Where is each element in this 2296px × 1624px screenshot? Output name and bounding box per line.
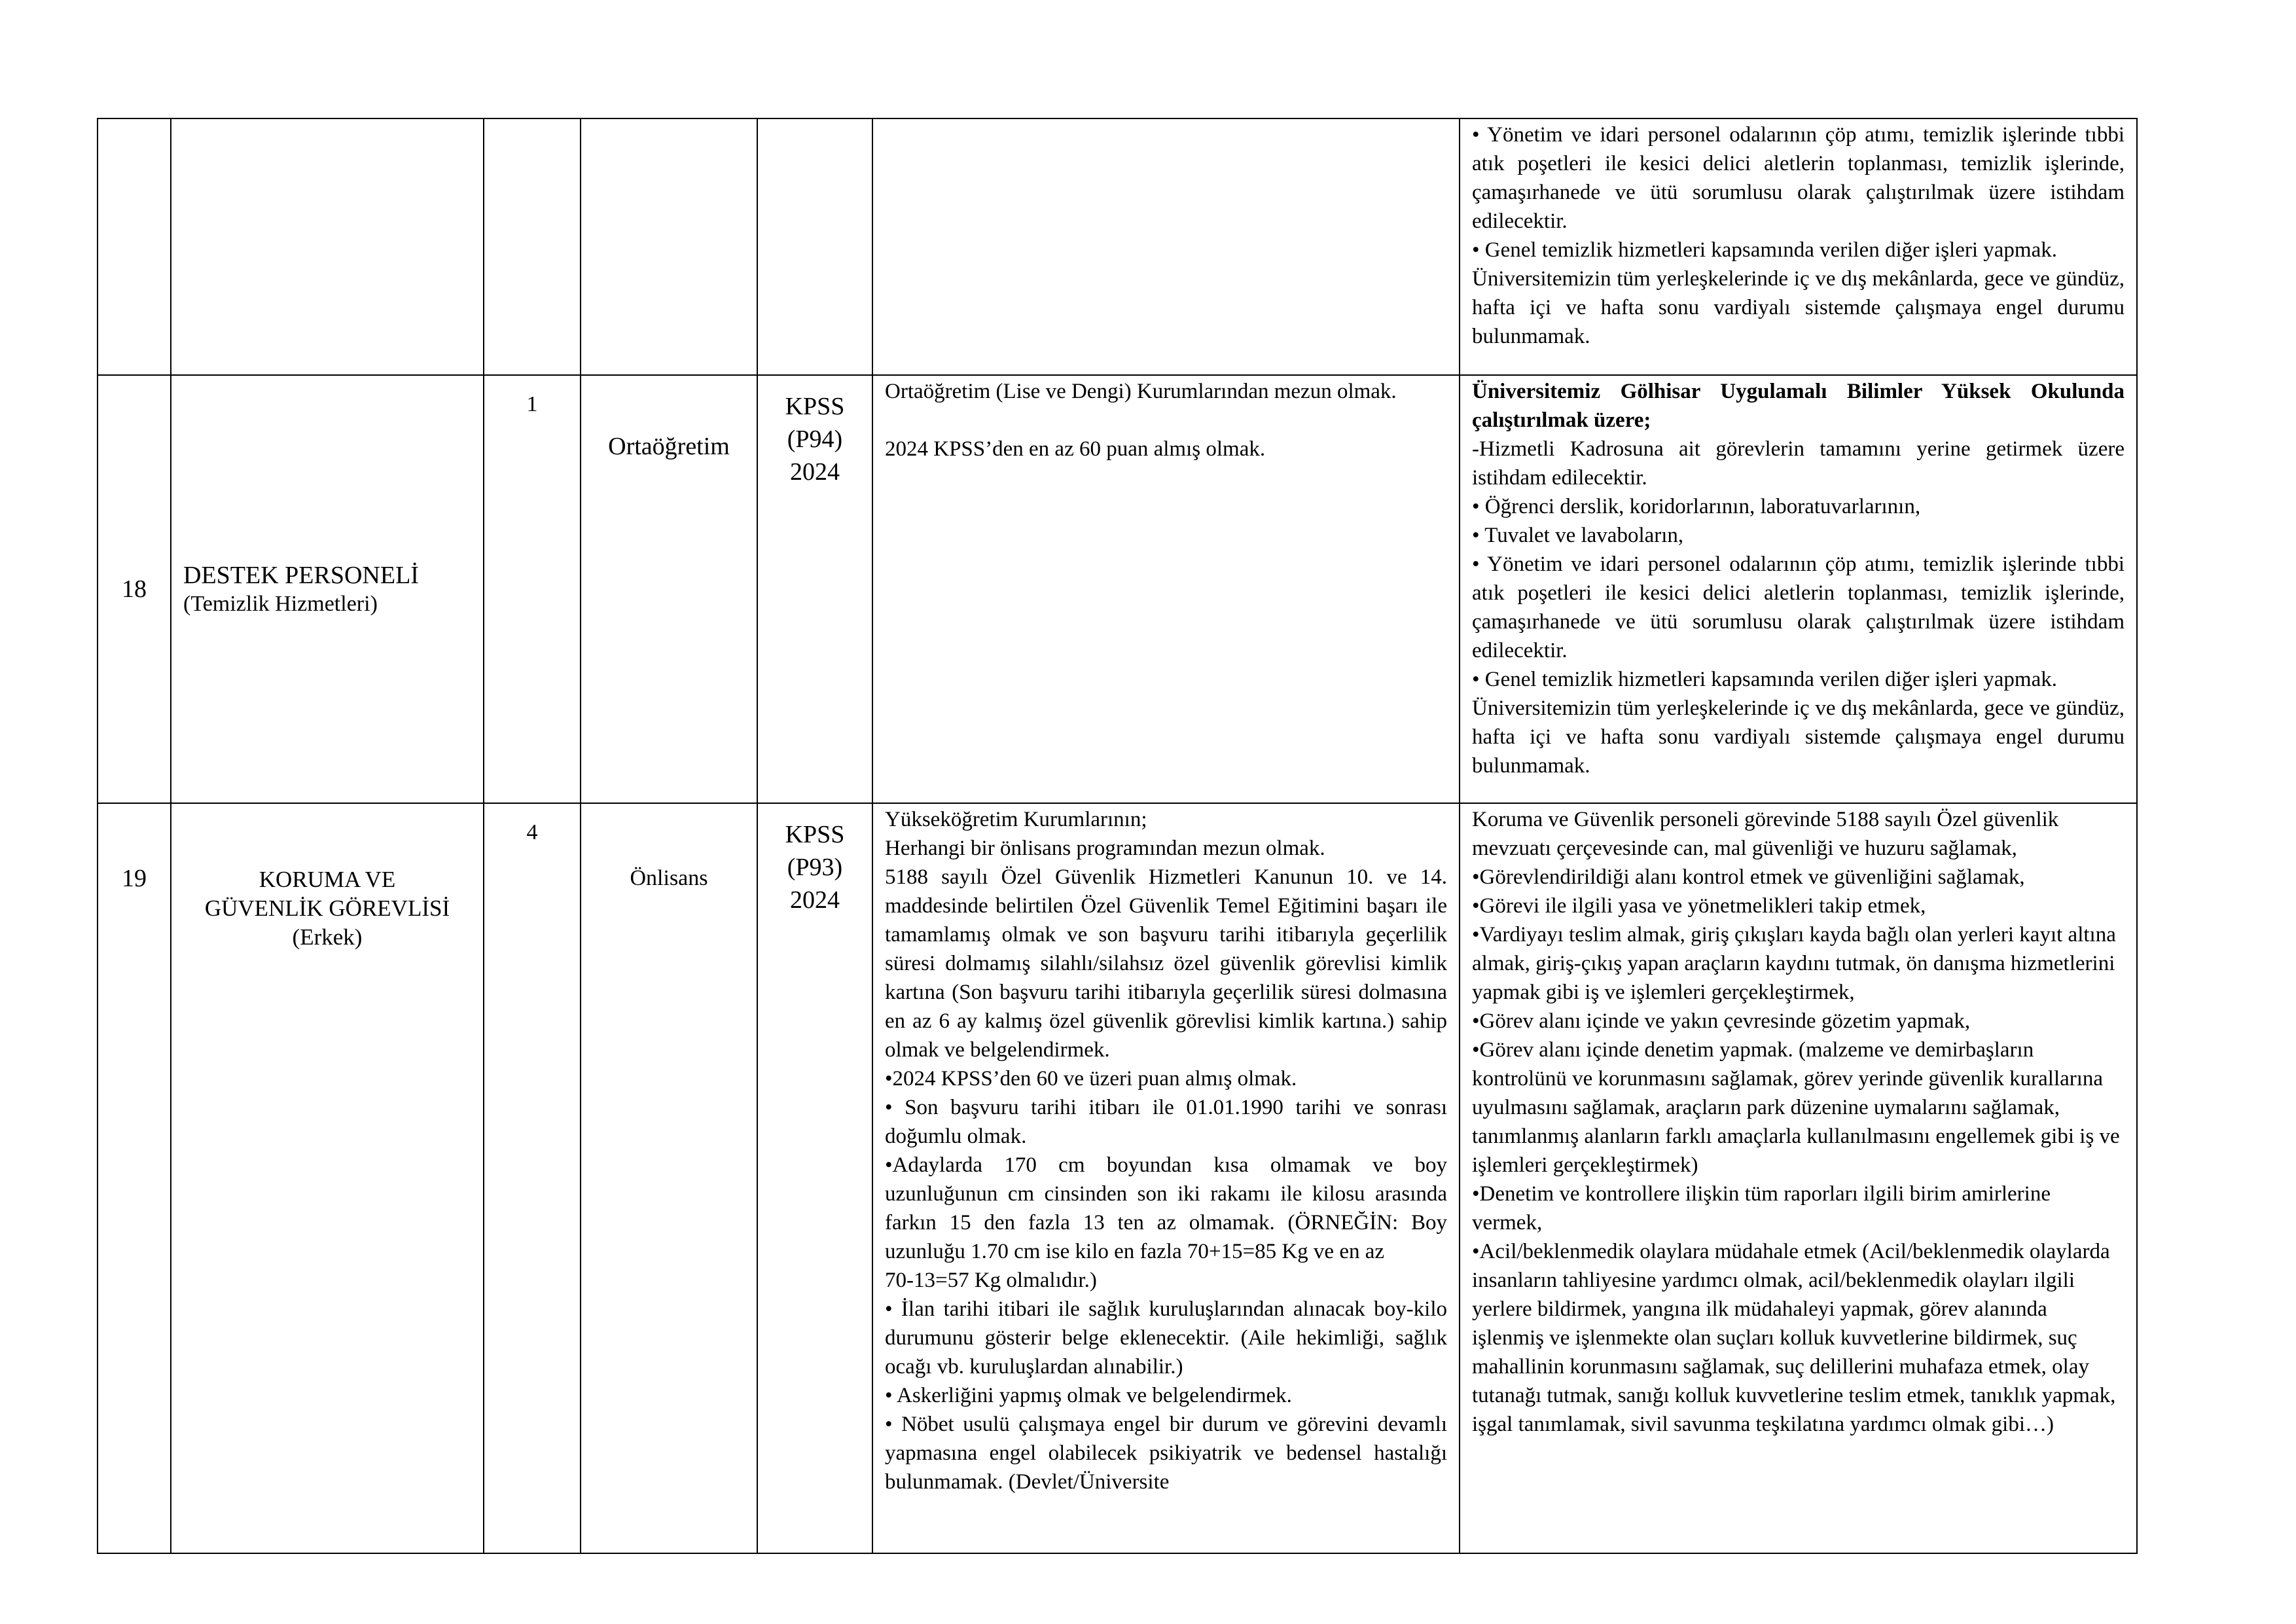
table-row-continuation	[98, 118, 2137, 375]
position-title-cell	[171, 375, 484, 803]
duties-cell	[1460, 803, 2137, 1553]
row-number: 19	[98, 803, 171, 1553]
duty-item: Üniversitemizin tüm yerleşkelerinde iç ve dış mekânlarda, gece ve gündüz, hafta içi ve hafta sonu vardiyalı sistemde çalışmaya engel durumu bulunmamak.	[1472, 696, 2125, 778]
duty-item: • Yönetim ve idari personel odalarının çöp atımı, temizlik işlerinde tıbbi atık poşetleri ile kesici delici aletlerin toplanması, temizlik işlerinde, çamaşırhanede ve ütü sorumlusu olarak çalıştırılmak üzere istihdam edilecektir.	[1472, 552, 2125, 662]
position-title-line: KORUMA VE	[259, 867, 396, 892]
row-number: 18	[98, 375, 171, 803]
requirements-cell	[872, 375, 1460, 803]
kpss-year: 2024	[790, 886, 840, 914]
requirement-item: 5188 sayılı Özel Güvenlik Hizmetleri Kanunun 10. ve 14. maddesinde belirtilen Özel Güvenlik Temel Eğitimini başarı ile tamamlamış olmak ve son başvuru tarihi itibarıyla geçerlilik süresi dolmamış silahlı/silahsız özel güvenlik görevlisi kimlik kartına (Son başvuru tarihi itibarıyla geçerlilik süresi dolmasına en az 6 ay kalmış özel güvenlik görevlisi kimlik kartına.) sahip olmak ve belgelendirmek.	[885, 865, 1447, 1062]
requirement-item: • Son başvuru tarihi itibarı ile 01.01.1990 tarihi ve sonrası doğumlu olmak.	[885, 1096, 1447, 1148]
duty-item: Üniversitemizin tüm yerleşkelerinde iç ve dış mekânlarda, gece ve gündüz, hafta içi ve hafta sonu vardiyalı sistemde çalışmaya engel durumu bulunmamak.	[1472, 267, 2125, 348]
requirement-item: Yükseköğretim Kurumlarının;	[885, 808, 1147, 831]
kpss-label: KPSS	[785, 821, 845, 848]
kpss-type-cell	[757, 375, 872, 803]
row-number-cell	[98, 118, 171, 375]
requirement-item: Herhangi bir önlisans programından mezun olmak.	[885, 837, 1325, 860]
requirement-item: • Askerliğini yapmış olmak ve belgelendirmek.	[885, 1384, 1292, 1407]
position-title-cell	[171, 803, 484, 1553]
position-count: 1	[484, 375, 581, 803]
table-row-19	[98, 803, 2137, 1553]
requirement-item: • Nöbet usulü çalışmaya engel bir durum ve görevini devamlı yapmasına engel olabilecek psikiyatrik ve bedensel hastalığı bulunmamak. (Devlet/Üniversite	[885, 1413, 1447, 1494]
duties-cell	[1460, 118, 2137, 375]
duty-item: •Görev alanı içinde denetim yapmak. (malzeme ve demirbaşların kontrolünü ve korunmasını sağlamak, görev yerinde güvenlik kurallarına uyulmasını sağlamak, araçların park düzenine uymalarını sağlamak, tanımlanmış alanların farklı amaçlarla kullanılmasını engellemek gibi iş ve işlemleri gerçekleştirmek)	[1472, 1038, 2120, 1177]
requirement-item: •2024 KPSS’den 60 ve üzeri puan almış olmak.	[885, 1067, 1297, 1091]
position-title: DESTEK PERSONELİ	[183, 562, 419, 589]
duty-item: •Görev alanı içinde ve yakın çevresinde gözetim yapmak,	[1472, 1009, 1971, 1033]
duty-item: •Vardiyayı teslim almak, giriş çıkışları kayda bağlı olan yerleri kayıt altına almak, giriş-çıkış yapan araçların kaydını tutmak, ön danışma hizmetlerini yapmak gibi iş ve işlemleri gerçekleştirmek,	[1472, 923, 2116, 1004]
position-count-cell	[484, 118, 581, 375]
duty-item: •Acil/beklenmedik olaylara müdahale etmek (Acil/beklenmedik olaylarda insanların tahliyesine yardımcı olmak, acil/beklenmedik olayları ilgili yerlere bildirmek, yangına ilk müdahaleyi yapmak, görev alanında işlenmiş ve işlenmekte olan suçları kolluk kuvvetlerine bildirmek, suç mahallinin korunmasını sağlamak, suç delillerini muhafaza etmek, olay tutanağı tutmak, sanığı kolluk kuvvetlerine teslim etmek, tanıklık yapmak, işgal tanımlamak, sivil savunma teşkilatına yardımcı olmak gibi…)	[1472, 1240, 2116, 1436]
duty-item: • Yönetim ve idari personel odalarının çöp atımı, temizlik işlerinde tıbbi atık poşetleri ile kesici delici aletlerin toplanması, temizlik işlerinde, çamaşırhanede ve ütü sorumlusu olarak çalıştırılmak üzere istihdam edilecektir.	[1472, 123, 2125, 233]
requirements-cell	[872, 118, 1460, 375]
document-page	[97, 118, 2136, 1554]
requirement-item: •Adaylarda 170 cm boyundan kısa olmamak ve boy uzunluğunun cm cinsinden son iki rakamı ile kilosu arasında farkın 15 den fazla 13 ten az olmamak. (ÖRNEĞİN: Boy uzunluğu 1.70 cm ise kilo en fazla 70+15=85 Kg ve en az	[885, 1153, 1447, 1263]
position-title-line: GÜVENLİK GÖREVLİSİ	[204, 895, 450, 921]
kpss-label: KPSS	[785, 393, 845, 420]
position-count: 4	[484, 803, 581, 1553]
kpss-type-cell	[757, 803, 872, 1553]
kpss-code: (P93)	[787, 854, 843, 881]
position-title-cell	[171, 118, 484, 375]
duty-item: • Genel temizlik hizmetleri kapsamında verilen diğer işleri yapmak.	[1472, 238, 2057, 262]
kpss-type-cell	[757, 118, 872, 375]
requirement-item: • İlan tarihi itibari ile sağlık kuruluşlarından alınacak boy-kilo durumunu gösterir belge eklenecektir. (Aile hekimliği, sağlık ocağı vb. kuruluşlardan alınabilir.)	[885, 1297, 1447, 1379]
duty-item: Koruma ve Güvenlik personeli görevinde 5188 sayılı Özel güvenlik mevzuatı çerçevesinde can, mal güvenliği ve huzuru sağlamak,	[1472, 808, 2059, 860]
position-subtitle: (Temizlik Hizmetleri)	[183, 592, 378, 616]
requirement-item: 2024 KPSS’den en az 60 puan almış olmak.	[885, 437, 1266, 461]
requirements-cell	[872, 803, 1460, 1553]
position-title-line: (Erkek)	[292, 924, 363, 950]
duty-item: •Denetim ve kontrollere ilişkin tüm raporları ilgili birim amirlerine vermek,	[1472, 1182, 2051, 1235]
education-level: Ortaöğretim	[581, 375, 757, 803]
duty-item: •Görevlendirildiği alanı kontrol etmek ve güvenliğini sağlamak,	[1472, 865, 2025, 889]
requirement-item: Ortaöğretim (Lise ve Dengi) Kurumlarından mezun olmak.	[885, 380, 1397, 403]
kpss-code: (P94)	[787, 425, 843, 453]
requirement-item: 70-13=57 Kg olmalıdır.)	[885, 1269, 1097, 1292]
staff-positions-table	[97, 118, 2138, 1554]
duties-heading: Üniversitemiz Gölhisar Uygulamalı Bilimler Yüksek Okulunda çalıştırılmak üzere;	[1472, 380, 2125, 432]
duty-item: • Genel temizlik hizmetleri kapsamında verilen diğer işleri yapmak.	[1472, 668, 2057, 691]
education-level-cell	[581, 118, 757, 375]
duty-item: -Hizmetli Kadrosuna ait görevlerin tamamını yerine getirmek üzere istihdam edilecektir.	[1472, 437, 2125, 490]
education-level: Önlisans	[581, 803, 757, 1553]
duty-item: • Tuvalet ve lavaboların,	[1472, 524, 1684, 547]
duty-item: • Öğrenci derslik, koridorlarının, laboratuvarlarının,	[1472, 495, 1921, 518]
duties-cell	[1460, 375, 2137, 803]
kpss-year: 2024	[790, 458, 840, 486]
table-row-18	[98, 375, 2137, 803]
duty-item: •Görevi ile ilgili yasa ve yönetmelikleri takip etmek,	[1472, 894, 1926, 918]
